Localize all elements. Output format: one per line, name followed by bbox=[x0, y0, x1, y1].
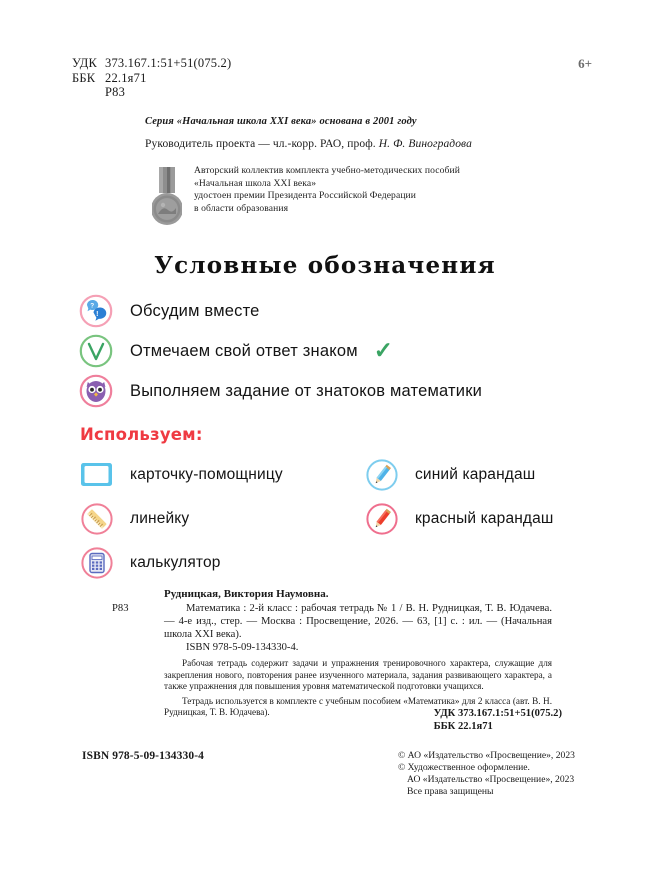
bottom-udk: УДК 373.167.1:51+51(075.2) bbox=[433, 708, 562, 719]
udk-row bbox=[72, 56, 231, 71]
copyright-line-4: Все права защищены bbox=[407, 786, 494, 798]
project-leader-prefix: Руководитель проекта — чл.-корр. РАО, проф. bbox=[145, 138, 379, 150]
copyright-block bbox=[398, 750, 575, 798]
use-label-helper-card: карточку-помощницу bbox=[130, 466, 283, 483]
use-item-blue-pencil bbox=[363, 455, 598, 495]
copyright-line-3: АО «Издательство «Просвещение», 2023 bbox=[407, 774, 575, 786]
biblio-description: Математика : 2-й класс : рабочая тетрадь № 1 / В. Н. Рудницкая, Т. В. Юдачева. — 4-е изд., стер. — Москва : Просвещение, 2026. — 63, [1] с. : ил. — (Начальная школа XXI века). bbox=[164, 603, 552, 641]
page-title: Условные обозначения bbox=[154, 252, 496, 279]
udk-label: УДК bbox=[72, 56, 98, 70]
calculator-icon bbox=[78, 546, 116, 580]
age-rating-badge: 6+ bbox=[578, 56, 592, 71]
project-leader-line bbox=[145, 138, 472, 150]
award-line-3: удостоен премии Президента Российской Федерации bbox=[194, 190, 417, 202]
bibliographic-record bbox=[112, 588, 552, 719]
copyright-line-2: © Художественное оформление. bbox=[398, 762, 530, 774]
legend-text-owl: Выполняем задание от знатоков математики bbox=[130, 381, 483, 400]
green-check-mark-icon: ✓ bbox=[373, 336, 394, 363]
use-row-3-spacer bbox=[363, 543, 598, 583]
use-label-blue-pencil: синий карандаш bbox=[415, 466, 536, 483]
blue-pencil-icon bbox=[363, 458, 401, 492]
classification-codes bbox=[72, 56, 231, 100]
legend-label-check bbox=[130, 336, 394, 363]
biblio-body bbox=[112, 602, 552, 718]
use-label-calculator: калькулятор bbox=[130, 554, 221, 571]
legend-label-owl bbox=[130, 382, 482, 401]
legend-text-discuss: Обсудим вместе bbox=[130, 301, 260, 320]
presidential-award-medal-icon bbox=[152, 167, 182, 234]
copyright-line-1: © АО «Издательство «Просвещение», 2023 bbox=[398, 750, 575, 761]
bbk-label: ББК bbox=[72, 70, 96, 85]
biblio-note-1: Рабочая тетрадь содержит задачи и упражнения тренировочного характера, служащие для закрепления нового, повторения ранее изученного материала, задания развивающего характера, а также упражнения для повышения уровня математической подготовки учащихся. bbox=[164, 658, 552, 692]
series-line: Серия «Начальная школа XXI века» основана в 2001 году bbox=[145, 116, 417, 127]
award-line-2: «Начальная школа XXI века» bbox=[194, 177, 317, 189]
award-line-1: Авторский коллектив комплекта учебно-методических пособий bbox=[194, 165, 460, 176]
biblio-isbn: ISBN 978-5-09-134330-4. bbox=[186, 642, 299, 654]
project-leader-name: Н. Ф. Виноградова bbox=[378, 138, 472, 150]
bottom-bbk: ББК 22.1я71 bbox=[433, 720, 493, 732]
legend-label-discuss bbox=[130, 302, 260, 321]
legend-item-owl bbox=[78, 372, 578, 410]
award-text bbox=[194, 165, 460, 215]
biblio-sigla: Р83 bbox=[112, 603, 129, 615]
speech-bubbles-icon bbox=[78, 294, 114, 328]
award-line-4: в области образования bbox=[194, 202, 289, 214]
svg-text:!: ! bbox=[96, 311, 99, 319]
use-item-helper-card bbox=[78, 455, 363, 495]
svg-text:?: ? bbox=[90, 302, 95, 310]
bottom-classification-codes bbox=[434, 708, 562, 733]
shelf-sigla: Р83 bbox=[105, 85, 126, 99]
legend-list bbox=[78, 292, 578, 412]
use-row-2 bbox=[78, 499, 598, 543]
use-item-ruler bbox=[78, 499, 363, 539]
owl-icon bbox=[78, 374, 114, 408]
use-item-calculator bbox=[78, 543, 363, 583]
legend-text-check: Отмечаем свой ответ знаком bbox=[130, 341, 358, 360]
use-item-red-pencil bbox=[363, 499, 598, 539]
bbk-row bbox=[72, 71, 231, 86]
bbk-value: 22.1я71 bbox=[105, 70, 147, 85]
use-row-3 bbox=[78, 543, 598, 587]
use-label-ruler: линейку bbox=[130, 510, 190, 527]
use-items-grid bbox=[78, 455, 598, 587]
use-label-red-pencil: красный карандаш bbox=[415, 510, 554, 527]
checkmark-circle-icon bbox=[78, 334, 114, 368]
legend-item-discuss bbox=[78, 292, 578, 330]
udk-value: 373.167.1:51+51(075.2) bbox=[105, 56, 232, 70]
biblio-note-2: Тетрадь используется в комплекте с учебным пособием «Математика» для 2 класса (авт. В. Н. Рудницкая, Т. В. Юдачева). bbox=[164, 695, 552, 718]
use-section-title: Используем: bbox=[80, 425, 203, 444]
helper-card-icon bbox=[78, 458, 116, 492]
red-pencil-icon bbox=[363, 502, 401, 536]
ruler-icon bbox=[78, 502, 116, 536]
bottom-isbn: ISBN 978-5-09-134330-4 bbox=[82, 750, 204, 762]
award-block bbox=[152, 165, 552, 234]
legend-item-check bbox=[78, 332, 578, 370]
use-row-1 bbox=[78, 455, 598, 499]
biblio-author: Рудницкая, Виктория Наумовна. bbox=[164, 588, 329, 600]
